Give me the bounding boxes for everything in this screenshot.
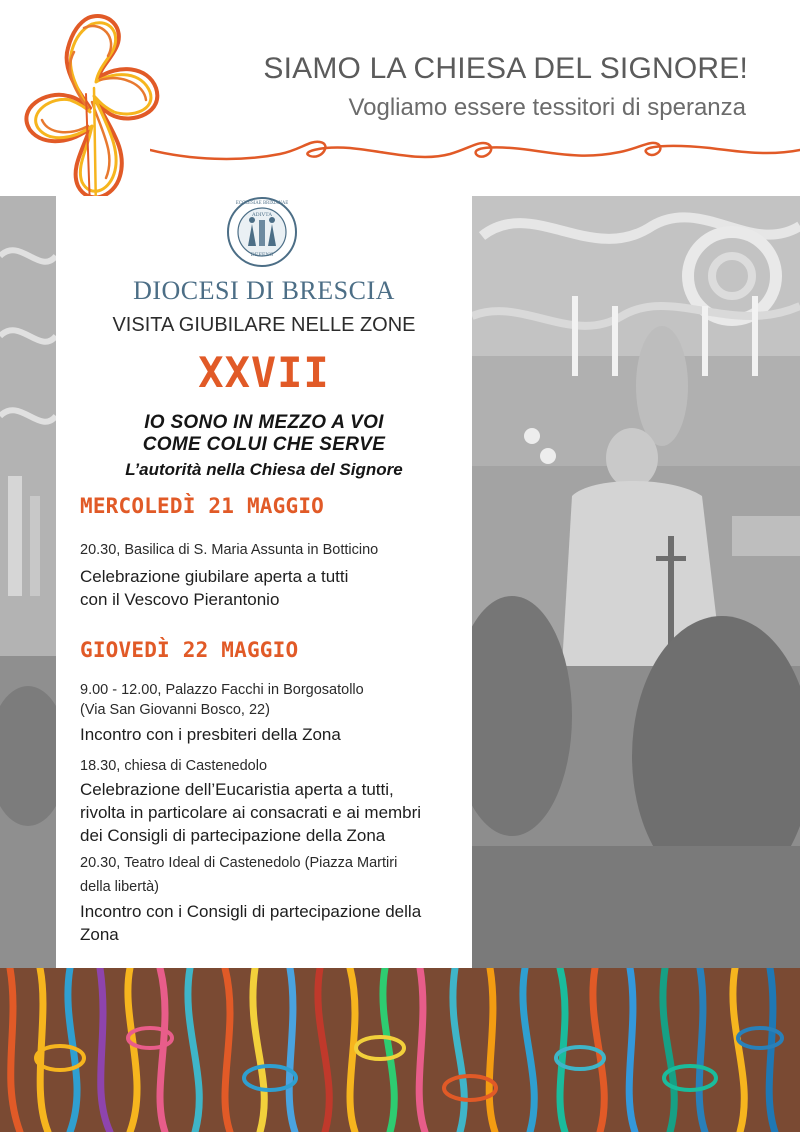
svg-text:ECCLESIAE BRIXIANAE: ECCLESIAE BRIXIANAE (235, 200, 289, 205)
motto-line-2: COME COLUI CHE SERVE (142, 434, 386, 455)
event-info: 18.30, chiesa di Castenedolo (80, 758, 268, 774)
svg-text:DEFENS: DEFENS (250, 252, 274, 258)
day-heading-2: GIOVEDÌ 22 MAGGIO (80, 638, 299, 662)
content-panel (56, 196, 472, 972)
diocese-seal-icon (226, 196, 298, 268)
event-title: Zona (80, 925, 119, 944)
event-info: 20.30, Basilica di S. Maria Assunta in Botticino (80, 542, 379, 558)
thread-cross-logo (18, 8, 168, 218)
day-heading-1: MERCOLEDÌ 21 MAGGIO (80, 494, 325, 518)
event-title: Incontro con i presbiteri della Zona (80, 725, 341, 744)
event-info: (Via San Giovanni Bosco, 22) (80, 702, 270, 718)
event-info: 20.30, Teatro Ideal di Castenedolo (Piazza Martiri (80, 855, 398, 871)
event-title: con il Vescovo Pierantonio (80, 590, 280, 609)
event-title: Celebrazione giubilare aperta a tutti (80, 567, 349, 586)
svg-text:ADIVTA: ADIVTA (252, 212, 272, 218)
header-title: SIAMO LA CHIESA DEL SIGNORE! (263, 52, 748, 85)
church-photo-right (472, 196, 800, 972)
event-title: rivolta in particolare ai consacrati e ai membri (80, 803, 422, 822)
diocese-name: DIOCESI DI BRESCIA (133, 276, 395, 305)
event-info: della libertà) (80, 879, 159, 895)
motto-line-1: IO SONO IN MEZZO A VOI (144, 412, 384, 433)
visit-title: VISITA GIUBILARE NELLE ZONE (112, 314, 416, 336)
colored-threads-photo (0, 968, 800, 1132)
event-title: dei Consigli di partecipazione della Zona (80, 826, 386, 845)
thread-divider (150, 128, 800, 178)
event-title: Celebrazione dell’Eucaristia aperta a tutti, (80, 780, 394, 799)
event-title: Incontro con i Consigli di partecipazione della (80, 902, 422, 921)
header-subtitle: Vogliamo essere tessitori di speranza (348, 94, 746, 121)
church-photo-left (0, 196, 56, 972)
motto-line-3: L’autorità nella Chiesa del Signore (125, 460, 403, 479)
zone-number: XXVII (198, 348, 330, 397)
event-info: 9.00 - 12.00, Palazzo Facchi in Borgosatollo (80, 682, 364, 698)
